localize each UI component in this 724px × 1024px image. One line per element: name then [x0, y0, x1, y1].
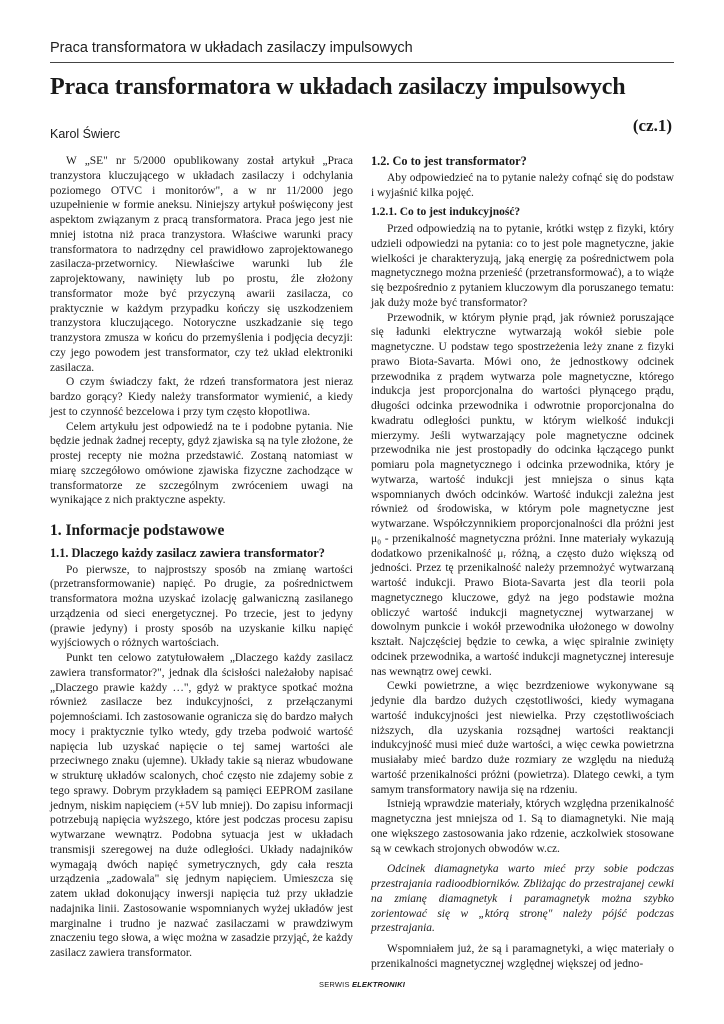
- body-paragraph: Przewodnik, w którym płynie prąd, jak również poruszające się ładunki elektryczne wytwarzają wokół siebie pole magnetyczne. U podstaw tego spostrzeżenia leży znane z fizyki prawo Biota-Savarta. Mówi ono, że jednostkowy odcinek przewodnika z prądem wytwarza pole magnetyczne, którego indukcja jest proporcjonalna do wartości płynącego prądu, długości odcinka przewodnika i odwrotnie proporcjonalna do kwadratu odległości punktu, w którym wielkość indukcji mierzymy. Jeśli wytwarzający pole magnetyczne odcinek przewodnika nie jest prostopadły do odcinka łączącego punkt pomiaru pola magnetycznego i odcinka przewodnika, który je wytwarza, wartość indukcji jest mniejsza o sinus kąta wspomnianych dwóch odcinków. Wartość indukcji zależna jest również od środowiska, w którym pole magnetyczne jest wytwarzane. Współczynnikiem proporcjonalności dla próżni jest μ₀ - przenikalność magnetyczna próżni. Inne materiały wykazują dodatkowo przenikalność μᵣ różną, a często dużo większą od jedności. Przez tę przenikalność należy przemnożyć wytwarzaną wartość indukcji. Prawo Biota-Savarta jest dla teorii pola magnetycznego kluczowe, gdyż na jego podstawie można obliczyć wartość indukcji magnetycznej wytwarzanej w dowolnym punkcie i wokół przewodnika ułożonego w dowolny kształt. Najczęściej będzie to cewka, a więc spiralnie zwinięty odcinek przewodnika, a wartość indukcji magnetycznej interesuje nas wewnątrz owej cewki.: [371, 311, 674, 678]
- article-title: Praca transformatora w układach zasilaczy impulsowych: [50, 74, 626, 100]
- body-paragraph: Punkt ten celowo zatytułowałem „Dlaczego każdy zasilacz zawiera transformator?", jednak dla ścisłości należałoby napisać „Dlaczego prawie każdy …", gdyż w praktyce spotkać można również zasilacze bez indukcyjności, z przełączanymi pojemnościami. Ich zastosowanie ogranicza się do bardzo małych mocy i praktycznie tylko wtedy, gdy trzeba podwoić wartość napięcia lub uzyskać napięcie o tej samej wartości ale przeciwnego znaku (ujemne). Układy takie są nieraz wbudowane w strukturę układów scalonych, choć często nie zdajemy sobie z tego sprawy. Dobrym przykładem są pamięci EEPROM zasilane jednym, niskim napięciem (+5V lub mniej). Do zapisu informacji potrzebują napięcia wyższego, które jest podczas procesu zapisu wytwarzane wewnątrz. Podobna sytuacja jest w układach transmisji szeregowej na duże odległości. Układy nadajników wymagają dwóch napięć symetrycznych, gdy cała reszta urządzenia „zadowala" się jednym napięciem. Umieszcza się zatem układ dokonujący inwersji napięcia tuż przy układzie nadajnika linii. Zastosowanie wspomnianych wyżej układów jest marginalne i trudno je nazwać zasilaczami w prawdziwym znaczeniu tego słowa, a więc można w zasadzie przyjąć, że każdy zasilacz zawiera transformator.: [50, 652, 353, 959]
- author-name: Karol Świerc: [50, 127, 121, 141]
- section-heading: 1. Informacje podstawowe: [50, 522, 225, 539]
- intro-paragraph: Celem artykułu jest odpowiedź na te i podobne pytania. Nie będzie jednak żadnej recepty, gdyż zjawiska są na tyle złożone, że prostej recepty nie można przedstawić. Zostaną natomiast w miarę szczegółowo omówione zjawiska fizyczne zachodzące w transformatorze ze szczególnym zwróceniem uwagi na wynikające z nich praktyczne aspekty.: [50, 420, 353, 507]
- body-paragraph: Aby odpowiedzieć na to pytanie należy cofnąć się do podstaw i wyjaśnić kilka pojęć.: [371, 171, 674, 199]
- running-header: Praca transformatora w układach zasilaczy impulsowych: [50, 40, 413, 56]
- subsection-heading: 1.1. Dlaczego każdy zasilacz zawiera transformator?: [50, 545, 325, 560]
- footer-publisher: SERWIS: [319, 980, 350, 989]
- body-paragraph: Wspomniałem już, że są i paramagnetyki, a więc materiały o przenikalności magnetycznej względnej większej od jedno-: [371, 943, 674, 970]
- part-number: (cz.1): [632, 116, 672, 135]
- footer-magazine-logo: ELEKTRONIKI: [351, 980, 405, 989]
- header-divider: [50, 62, 674, 63]
- body-paragraph: Przed odpowiedzią na to pytanie, krótki wstęp z fizyki, który udzieli odpowiedzi na pytania: co to jest pole magnetyczne, jakie wielkości je charakteryzują, jaką energię za pośrednictwem pola magnetycznego można przenieść (przetransformować), a to wiąże się bezpośrednio z pytaniem kluczowym dla poruszanego tematu: jak duży może być transformator?: [371, 223, 674, 309]
- intro-paragraph: W „SE" nr 5/2000 opublikowany został artykuł „Praca tranzystora kluczującego w układach zasilaczy i odchylania poziomego OTVC i monitorów", a w nr 11/2000 jego uzupełnienie w formie aneksu. Niniejszy artykuł poświęcony jest aspektom związanym z pracą transformatora. Praca jego jest nie mniej istotna niż praca tranzystora. Właściwe warunki pracy transformatora to nadrzędny cel prawidłowo zaprojektowanego zasilacza-przetwornicy. Niewłaściwe warunki lub źle zaprojektowany, nawinięty lub po prostu, źle złożony transformator może być przyczyną awarii zasilacza, co praktycznie w każdym przypadku kończy się uszkodzeniem tranzystora kluczującego. Notoryczne uszkadzanie się tego tranzystora zmusza w końcu do przemyślenia i podjęcia decyzji: czy jego powodem jest transformator, czy też układ elektroniki zasilacza.: [50, 155, 353, 374]
- body-paragraph: Istnieją wprawdzie materiały, których względna przenikalność magnetyczna jest mniejsza od 1. Są to diamagnetyki. Nie mają one większego zastosowania jako rdzenie, aczkolwiek stosowane są w cewkach strojonych obwodów w.cz.: [371, 798, 674, 855]
- page-footer: [0, 980, 724, 989]
- italic-note: Odcinek diamagnetyka warto mieć przy sobie podczas przestrajania radioodbiorników. Zbliżając do przestrajanej cewki na zmianę diamagnetyk i paramagnetyk można szybko zorientować się w „którą stronę" należy pójść podczas przestrajania.: [371, 863, 674, 935]
- subsubsection-heading: 1.2.1. Co to jest indukcyjność?: [371, 206, 521, 219]
- body-paragraph: Cewki powietrzne, a więc bezrdzeniowe wykonywane są jedynie dla bardzo dużych częstotliwości, kiedy wymagana wartość indukcyjności jest niewielka. Przy częstotliwościach niższych, dla uzyskania rozsądnej wartości reaktancji indukcyjność musi mieć duże wartości, a więc cewka powietrzna musiałaby mieć bardzo duże rozmiary ze względu na niedużą wartość przenikalności próżni (powietrza). Dlatego cewki, a tym samym transformatory nawija się na rdzeniu.: [371, 680, 674, 796]
- subsection-heading: 1.2. Co to jest transformator?: [371, 154, 527, 168]
- right-column: [371, 154, 674, 972]
- left-column: [50, 154, 353, 961]
- intro-paragraph: O czym świadczy fakt, że rdzeń transformatora jest nieraz bardzo gorący? Kiedy należy transformator wymienić, a kiedy jest to czynność bezcelowa i przy tym często kłopotliwa.: [50, 376, 353, 418]
- body-paragraph: Po pierwsze, to najprostszy sposób na zmianę wartości (przetransformowanie) napięć. Po drugie, za pośrednictwem transformatora można uzyskać izolację galwaniczną zasilanego urządzenia od sieci energetycznej. Po trzecie, jest to jedyny (prawie jedyny) i prosty sposób na uzyskanie kilku napięć wyjściowych o różnych wartościach.: [50, 563, 353, 650]
